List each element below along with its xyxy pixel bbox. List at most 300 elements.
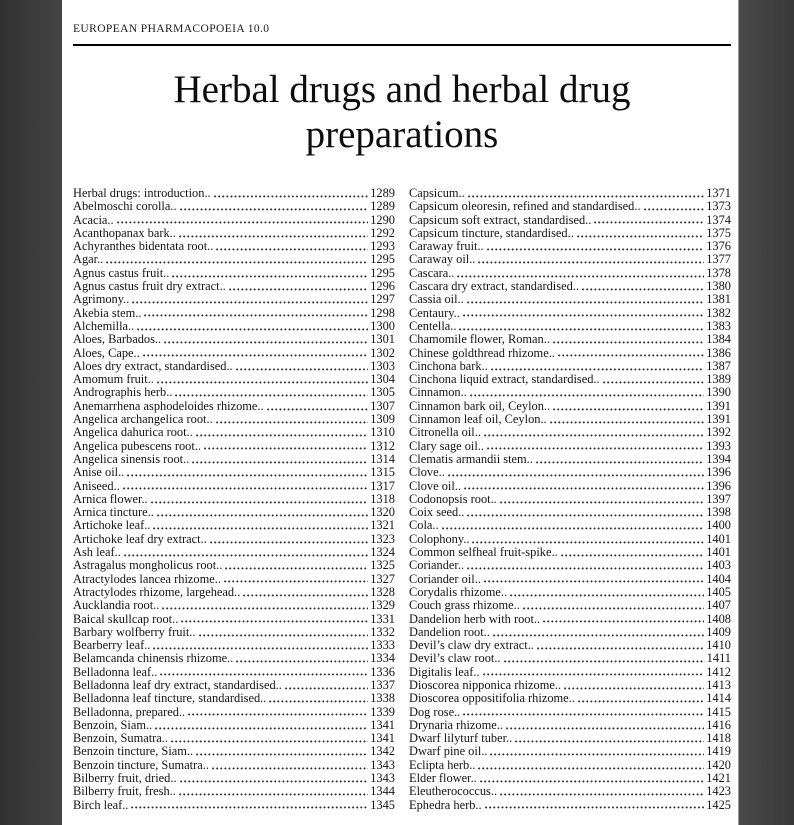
entry-page-number: 1301	[370, 332, 395, 347]
toc-entry	[73, 373, 395, 386]
entry-title: Cassia oil..	[409, 292, 464, 307]
toc-entry	[409, 400, 731, 413]
dot-leader	[480, 780, 704, 783]
entry-title: Arnica tincture..	[73, 505, 154, 520]
entry-title: Acacia..	[73, 212, 114, 227]
entry-title: Ephedra herb..	[409, 797, 482, 812]
dot-leader	[472, 541, 704, 544]
dot-leader	[467, 301, 704, 304]
entry-page-number: 1373	[706, 199, 731, 214]
entry-title: Alchemilla..	[73, 318, 135, 333]
entry-page-number: 1421	[706, 771, 731, 786]
entry-title: Coriander oil..	[409, 571, 481, 586]
dot-leader	[181, 620, 368, 623]
entry-page-number: 1418	[706, 731, 731, 746]
toc-entry	[409, 493, 731, 506]
toc-entry	[73, 480, 395, 493]
entry-title: Corydalis rhizome..	[409, 584, 508, 599]
entry-title: Dwarf pine oil..	[409, 744, 488, 759]
entry-page-number: 1412	[706, 664, 731, 679]
entry-title: Cola..	[409, 518, 439, 533]
entry-title: Dandelion herb with root..	[409, 611, 541, 626]
entry-title: Coix seed..	[409, 505, 465, 520]
entry-title: Atractylodes rhizome, largehead..	[73, 584, 241, 599]
toc-entry	[409, 639, 731, 652]
entry-page-number: 1315	[370, 465, 395, 480]
entry-page-number: 1394	[706, 451, 731, 466]
entry-title: Belladonna, prepared..	[73, 704, 186, 719]
entry-title: Benzoin, Siam..	[73, 717, 153, 732]
toc-entry	[73, 613, 395, 626]
dot-leader	[214, 195, 369, 198]
entry-page-number: 1345	[370, 797, 395, 812]
dot-leader	[487, 248, 705, 251]
toc-entry	[409, 626, 731, 639]
entry-page-number: 1318	[370, 491, 395, 506]
entry-page-number: 1414	[706, 691, 731, 706]
entry-page-number: 1310	[370, 425, 395, 440]
toc-entry	[409, 573, 731, 586]
dot-leader	[506, 727, 704, 730]
entry-title: Codonopsis root..	[409, 491, 497, 506]
entry-title: Elder flower..	[409, 771, 477, 786]
entry-title: Aloes, Cape..	[73, 345, 140, 360]
entry-title: Digitalis leaf..	[409, 664, 480, 679]
toc-entry	[409, 200, 731, 213]
toc-entry	[409, 214, 731, 227]
toc-entry	[409, 480, 731, 493]
dot-leader	[558, 354, 704, 357]
entry-title: Astragalus mongholicus root..	[73, 558, 223, 573]
dot-leader	[442, 527, 705, 530]
entry-page-number: 1396	[706, 478, 731, 493]
toc-entry	[73, 666, 395, 679]
entry-title: Clove oil..	[409, 478, 461, 493]
dot-leader	[561, 554, 705, 557]
dot-leader	[553, 341, 704, 344]
entry-title: Colophony..	[409, 531, 470, 546]
dot-leader	[162, 607, 368, 610]
entry-page-number: 1333	[370, 638, 395, 653]
entry-title: Agnus castus fruit dry extract..	[73, 279, 226, 294]
dot-leader	[484, 580, 704, 583]
toc-entry	[409, 253, 731, 266]
entry-page-number: 1297	[370, 292, 395, 307]
dot-leader	[577, 235, 704, 238]
entry-page-number: 1341	[370, 731, 395, 746]
entry-page-number: 1392	[706, 425, 731, 440]
dot-leader	[124, 554, 368, 557]
dot-leader	[468, 195, 704, 198]
entry-page-number: 1405	[706, 584, 731, 599]
dot-leader	[172, 275, 368, 278]
dot-leader	[543, 620, 704, 623]
dot-leader	[106, 261, 368, 264]
entry-title: Abelmoschi corolla..	[73, 199, 177, 214]
toc-entry	[73, 187, 395, 200]
entry-title: Aniseed..	[73, 478, 120, 493]
toc-entry	[409, 307, 731, 320]
entry-page-number: 1391	[706, 412, 731, 427]
toc-entry	[409, 719, 731, 732]
entry-page-number: 1396	[706, 465, 731, 480]
toc-entry	[409, 679, 731, 692]
toc-entry	[409, 240, 731, 253]
toc-entry	[409, 413, 731, 426]
dot-leader	[180, 780, 369, 783]
dot-leader	[536, 461, 704, 464]
entry-title: Devil’s claw dry extract..	[409, 638, 534, 653]
dot-leader	[515, 740, 704, 743]
entry-title: Drynaria rhizome..	[409, 717, 503, 732]
entry-page-number: 1382	[706, 305, 731, 320]
entry-page-number: 1343	[370, 771, 395, 786]
entry-page-number: 1377	[706, 252, 731, 267]
entry-page-number: 1375	[706, 225, 731, 240]
entry-title: Achyranthes bidentata root..	[73, 239, 214, 254]
toc-entry	[73, 214, 395, 227]
toc-entry	[409, 692, 731, 705]
toc-entry	[73, 679, 395, 692]
entry-page-number: 1324	[370, 545, 395, 560]
dot-leader	[196, 434, 368, 437]
entry-page-number: 1415	[706, 704, 731, 719]
entry-page-number: 1339	[370, 704, 395, 719]
entry-title: Atractylodes lancea rhizome..	[73, 571, 221, 586]
dot-leader	[236, 368, 369, 371]
toc-entry	[73, 386, 395, 399]
dot-leader	[171, 740, 368, 743]
entry-page-number: 1295	[370, 252, 395, 267]
dot-leader	[192, 461, 368, 464]
entry-page-number: 1317	[370, 478, 395, 493]
entry-title: Capsicum tincture, standardised..	[409, 225, 574, 240]
dot-leader	[196, 753, 368, 756]
toc-entry	[73, 307, 395, 320]
dot-leader	[478, 261, 704, 264]
entry-title: Dog rose..	[409, 704, 461, 719]
toc-entry	[73, 533, 395, 546]
entry-title: Clary sage oil..	[409, 438, 485, 453]
entry-page-number: 1413	[706, 677, 731, 692]
toc-entry	[73, 745, 395, 758]
entry-title: Angelica archangelica root..	[73, 412, 213, 427]
page-title-line1: Herbal drugs and herbal drug	[173, 68, 631, 111]
entry-title: Couch grass rhizome..	[409, 598, 520, 613]
dot-leader	[484, 434, 704, 437]
entry-page-number: 1420	[706, 757, 731, 772]
dot-leader	[457, 275, 704, 278]
entry-page-number: 1314	[370, 451, 395, 466]
entry-page-number: 1409	[706, 624, 731, 639]
toc-entry	[73, 573, 395, 586]
entry-title: Citronella oil..	[409, 425, 481, 440]
entry-title: Bilberry fruit, dried..	[73, 771, 177, 786]
toc-entry	[73, 785, 395, 798]
toc-entry	[409, 652, 731, 665]
toc-entry	[409, 586, 731, 599]
entry-page-number: 1386	[706, 345, 731, 360]
toc-entry	[73, 599, 395, 612]
toc-entry	[73, 546, 395, 559]
page-edge-left	[0, 0, 62, 825]
dot-leader	[229, 288, 368, 291]
toc-entry	[409, 440, 731, 453]
dot-leader	[210, 541, 368, 544]
entry-page-number: 1303	[370, 358, 395, 373]
toc-entry	[409, 759, 731, 772]
dot-leader	[164, 341, 368, 344]
toc-entry	[73, 519, 395, 532]
entry-page-number: 1292	[370, 225, 395, 240]
toc-entry	[409, 613, 731, 626]
entry-title: Belladonna leaf dry extract, standardised..	[73, 677, 282, 692]
toc-entry	[409, 772, 731, 785]
entry-page-number: 1337	[370, 677, 395, 692]
toc-entry	[409, 732, 731, 745]
entry-title: Chinese goldthread rhizome..	[409, 345, 555, 360]
entry-page-number: 1397	[706, 491, 731, 506]
entry-page-number: 1323	[370, 531, 395, 546]
toc-entry	[409, 466, 731, 479]
toc-entry	[73, 453, 395, 466]
dot-leader	[143, 354, 368, 357]
toc-entry	[409, 599, 731, 612]
entry-title: Clove..	[409, 465, 445, 480]
toc-entry	[73, 706, 395, 719]
entry-title: Eleutherococcus..	[409, 784, 498, 799]
dot-leader	[224, 580, 368, 583]
dot-leader	[216, 248, 368, 251]
entry-title: Dioscorea oppositifolia rhizome..	[409, 691, 575, 706]
toc-entry	[409, 453, 731, 466]
entry-page-number: 1329	[370, 598, 395, 613]
toc-entry	[73, 440, 395, 453]
entry-page-number: 1328	[370, 584, 395, 599]
dot-leader	[510, 594, 704, 597]
entry-title: Artichoke leaf..	[73, 518, 151, 533]
entry-title: Belladonna leaf..	[73, 664, 158, 679]
toc-entry	[73, 333, 395, 346]
toc-entry	[409, 519, 731, 532]
dot-leader	[132, 301, 368, 304]
entry-title: Belladonna leaf tincture, standardised..	[73, 691, 267, 706]
dot-leader	[151, 501, 369, 504]
dot-leader	[216, 421, 369, 424]
entry-page-number: 1302	[370, 345, 395, 360]
dot-leader	[127, 474, 368, 477]
entry-page-number: 1393	[706, 438, 731, 453]
entry-page-number: 1309	[370, 412, 395, 427]
toc-entry	[409, 360, 731, 373]
toc-entry	[73, 253, 395, 266]
dot-leader	[491, 368, 704, 371]
entry-page-number: 1391	[706, 398, 731, 413]
entry-page-number: 1344	[370, 784, 395, 799]
dot-leader	[478, 767, 704, 770]
dot-leader	[500, 793, 704, 796]
dot-leader	[131, 806, 368, 809]
entry-page-number: 1419	[706, 744, 731, 759]
toc-entry	[409, 333, 731, 346]
entry-page-number: 1298	[370, 305, 395, 320]
dot-leader	[153, 647, 368, 650]
entry-page-number: 1425	[706, 797, 731, 812]
entry-title: Benzoin, Sumatra..	[73, 731, 168, 746]
dot-leader	[212, 767, 368, 770]
toc-entry	[409, 386, 731, 399]
dot-leader	[467, 514, 704, 517]
entry-page-number: 1327	[370, 571, 395, 586]
entry-page-number: 1289	[370, 186, 395, 200]
entry-title: Centella..	[409, 318, 457, 333]
entry-title: Baical skullcap root..	[73, 611, 179, 626]
entry-title: Capsicum soft extract, standardised..	[409, 212, 592, 227]
dot-leader	[267, 408, 369, 411]
entry-title: Amomum fruit..	[73, 372, 154, 387]
dot-leader	[243, 594, 368, 597]
dot-leader	[448, 474, 704, 477]
entry-title: Acanthopanax bark..	[73, 225, 176, 240]
entry-title: Cinchona liquid extract, standardised..	[409, 372, 600, 387]
entry-title: Aloes, Barbados..	[73, 332, 162, 347]
entry-page-number: 1387	[706, 358, 731, 373]
dot-leader	[487, 447, 704, 450]
dot-leader	[504, 660, 705, 663]
toc-entry	[409, 533, 731, 546]
dot-leader	[537, 647, 704, 650]
toc-entry	[409, 546, 731, 559]
dot-leader	[644, 208, 705, 211]
toc-entry	[409, 280, 731, 293]
dot-leader	[179, 793, 368, 796]
dot-leader	[157, 381, 368, 384]
dot-leader	[459, 328, 704, 331]
entry-title: Ash leaf..	[73, 545, 121, 560]
toc-entry	[73, 293, 395, 306]
entry-page-number: 1307	[370, 398, 395, 413]
entry-title: Anemarrhena asphodeloides rhizome..	[73, 398, 264, 413]
entry-title: Dandelion root..	[409, 624, 490, 639]
dot-leader	[467, 567, 704, 570]
dot-leader	[550, 421, 705, 424]
toc-entry	[73, 559, 395, 572]
dot-leader	[199, 634, 369, 637]
dot-leader	[578, 700, 704, 703]
toc-entry	[409, 506, 731, 519]
dot-leader	[179, 235, 368, 238]
entry-title: Cinchona bark..	[409, 358, 488, 373]
entry-title: Angelica pubescens root..	[73, 438, 201, 453]
entry-title: Cinnamon..	[409, 385, 467, 400]
entry-title: Capsicum oleoresin, refined and standardised..	[409, 199, 641, 214]
entry-page-number: 1381	[706, 292, 731, 307]
toc-entry	[409, 666, 731, 679]
toc-entry	[409, 320, 731, 333]
toc-entry	[409, 426, 731, 439]
entry-title: Cascara dry extract, standardised..	[409, 279, 579, 294]
dot-leader	[470, 394, 704, 397]
dot-leader	[188, 713, 368, 716]
dot-leader	[594, 221, 704, 224]
dot-leader	[493, 634, 704, 637]
toc-entry	[73, 240, 395, 253]
entry-page-number: 1380	[706, 279, 731, 294]
entry-title: Birch leaf..	[73, 797, 129, 812]
entry-title: Benzoin tincture, Sumatra..	[73, 757, 209, 772]
dot-leader	[144, 314, 368, 317]
entry-page-number: 1410	[706, 638, 731, 653]
toc-column-right	[409, 187, 731, 812]
dot-leader	[490, 753, 704, 756]
toc-entry	[409, 227, 731, 240]
toc-entry	[409, 799, 731, 812]
entry-title: Angelica dahurica root..	[73, 425, 193, 440]
entry-page-number: 1403	[706, 558, 731, 573]
entry-title: Centaury..	[409, 305, 460, 320]
toc-entry	[73, 586, 395, 599]
entry-title: Bearberry leaf..	[73, 638, 151, 653]
dot-leader	[117, 221, 369, 224]
entry-page-number: 1407	[706, 598, 731, 613]
entry-title: Clematis armandii stem..	[409, 451, 533, 466]
page-title	[73, 67, 731, 157]
toc-entry	[409, 293, 731, 306]
dot-leader	[285, 687, 368, 690]
entry-page-number: 1404	[706, 571, 731, 586]
edition-header: EUROPEAN PHARMACOPOEIA 10.0	[73, 23, 270, 35]
entry-title: Herbal drugs: introduction..	[73, 186, 211, 200]
header-rule	[73, 44, 731, 46]
document-page	[62, 0, 738, 825]
entry-page-number: 1312	[370, 438, 395, 453]
toc-entry	[409, 785, 731, 798]
toc-entry	[409, 706, 731, 719]
entry-page-number: 1295	[370, 265, 395, 280]
entry-title: Devil’s claw root..	[409, 651, 501, 666]
entry-title: Eclipta herb..	[409, 757, 476, 772]
entry-page-number: 1390	[706, 385, 731, 400]
entry-page-number: 1383	[706, 318, 731, 333]
entry-title: Bilberry fruit, fresh..	[73, 784, 176, 799]
toc-entry	[73, 799, 395, 812]
entry-title: Akebia stem..	[73, 305, 142, 320]
entry-page-number: 1332	[370, 624, 395, 639]
entry-page-number: 1376	[706, 239, 731, 254]
dot-leader	[155, 727, 368, 730]
toc-entry	[73, 719, 395, 732]
entry-page-number: 1331	[370, 611, 395, 626]
entry-page-number: 1411	[706, 651, 731, 666]
dot-leader	[180, 208, 369, 211]
table-of-contents	[73, 187, 731, 812]
entry-title: Agar..	[73, 252, 104, 267]
toc-entry	[73, 732, 395, 745]
dot-leader	[153, 527, 368, 530]
toc-entry	[73, 692, 395, 705]
entry-title: Agnus castus fruit..	[73, 265, 170, 280]
entry-title: Cascara..	[409, 265, 455, 280]
entry-page-number: 1384	[706, 332, 731, 347]
dot-leader	[175, 394, 368, 397]
entry-page-number: 1341	[370, 717, 395, 732]
toc-entry	[73, 413, 395, 426]
entry-page-number: 1334	[370, 651, 395, 666]
dot-leader	[582, 288, 704, 291]
entry-page-number: 1343	[370, 757, 395, 772]
entry-page-number: 1336	[370, 664, 395, 679]
entry-page-number: 1289	[370, 199, 395, 214]
